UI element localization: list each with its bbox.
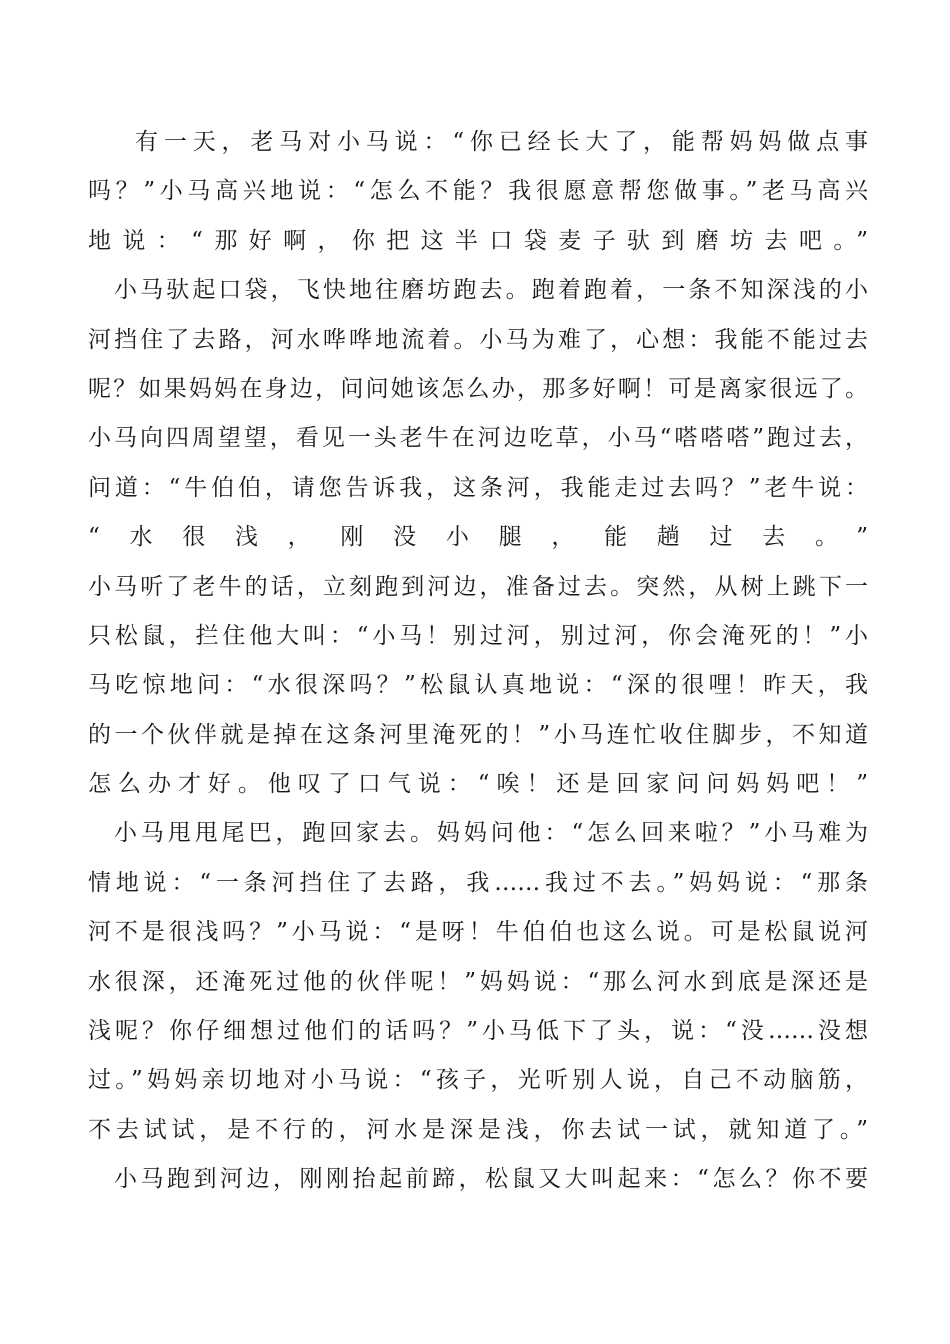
story-text	[88, 118, 868, 1205]
text-line: 河不是很浅吗？”小马说：“是呀！牛伯伯也这么说。可是松鼠说河	[88, 919, 868, 946]
text-line: 浅呢？你仔细想过他们的话吗？”小马低下了头，说：“没……没想	[88, 1018, 868, 1045]
text-line: 马吃惊地问：“水很深吗？”松鼠认真地说：“深的很哩！昨天，我	[88, 672, 868, 699]
text-line: 的一个伙伴就是掉在这条河里淹死的！”小马连忙收住脚步，不知道	[88, 721, 868, 748]
text-line: 问道：“牛伯伯，请您告诉我，这条河，我能走过去吗？”老牛说：	[88, 474, 868, 501]
text-line: 小马听了老牛的话，立刻跑到河边，准备过去。突然，从树上跳下一	[88, 573, 868, 600]
text-line: 小马跑到河边，刚刚抬起前蹄，松鼠又大叫起来：“怎么？你不要	[114, 1166, 868, 1193]
text-line: 小马甩甩尾巴，跑回家去。妈妈问他：“怎么回来啦？”小马难为	[114, 820, 868, 847]
text-line: “水很浅，刚没小腿，能趟过去。”	[88, 524, 868, 551]
text-line: 吗？”小马高兴地说：“怎么不能？我很愿意帮您做事。”老马高兴	[88, 178, 868, 205]
text-line: 小马向四周望望，看见一头老牛在河边吃草，小马“嗒嗒嗒”跑过去，	[88, 425, 868, 452]
text-line: 小马驮起口袋，飞快地往磨坊跑去。跑着跑着，一条不知深浅的小	[114, 277, 868, 304]
text-line: 河挡住了去路，河水哗哗地流着。小马为难了，心想：我能不能过去	[88, 326, 868, 353]
text-line: 怎么办才好。他叹了口气说：“唉！还是回家问问妈妈吧！”	[88, 771, 868, 798]
text-line: 水很深，还淹死过他的伙伴呢！”妈妈说：“那么河水到底是深还是	[88, 968, 868, 995]
text-line: 过。”妈妈亲切地对小马说：“孩子，光听别人说，自己不动脑筋，	[88, 1067, 868, 1094]
text-line: 情地说：“一条河挡住了去路，我……我过不去。”妈妈说：“那条	[88, 869, 868, 896]
text-line: 有一天，老马对小马说：“你已经长大了，能帮妈妈做点事	[135, 129, 868, 155]
text-line: 呢？如果妈妈在身边，问问她该怎么办，那多好啊！可是离家很远了。	[88, 375, 868, 402]
text-line: 地说：“那好啊，你把这半口袋麦子驮到磨坊去吧。”	[88, 227, 868, 254]
text-line: 不去试试，是不行的，河水是深是浅，你去试一试，就知道了。”	[88, 1116, 868, 1143]
text-line: 只松鼠，拦住他大叫：“小马！别过河，别过河，你会淹死的！”小	[88, 622, 868, 649]
